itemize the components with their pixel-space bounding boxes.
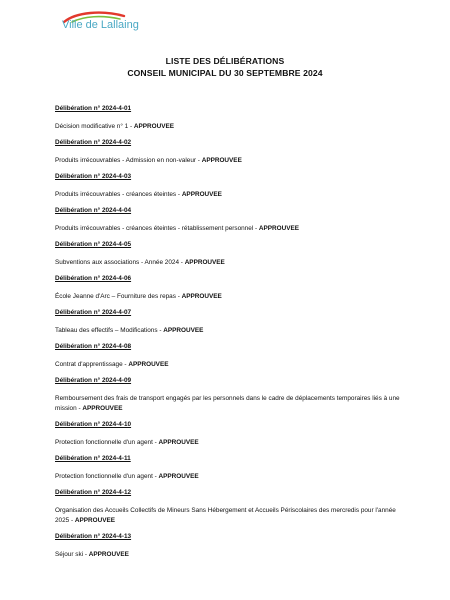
- page-subtitle: CONSEIL MUNICIPAL DU 30 SEPTEMBRE 2024: [127, 68, 323, 78]
- status-label: APPROUVEE: [133, 123, 175, 130]
- deliberation-number: Délibération n° 2024-4-04: [55, 207, 132, 214]
- deliberation-description: [55, 326, 400, 336]
- deliberation-item: [55, 240, 400, 268]
- deliberation-subject: Organisation des Accueils Collectifs de Mineurs Sans Hébergement et Accueils Périscolaires des mercredis pour l'année 2025 -: [55, 507, 396, 524]
- status-label: APPROUVEE: [201, 157, 242, 164]
- deliberation-number: Délibération n° 2024-4-06: [55, 275, 132, 282]
- deliberation-number: Délibération n° 2024-4-10: [55, 421, 132, 428]
- deliberation-item: [55, 454, 400, 482]
- deliberation-number: Délibération n° 2024-4-02: [55, 139, 132, 146]
- deliberation-number: Délibération n° 2024-4-07: [55, 309, 132, 316]
- deliberation-description: [55, 292, 400, 302]
- page-title: LISTE DES DÉLIBÉRATIONS: [165, 56, 285, 66]
- deliberation-description: [55, 122, 400, 132]
- deliberation-description: [55, 224, 400, 234]
- deliberation-item: [55, 172, 400, 200]
- deliberation-description: [55, 550, 400, 560]
- deliberation-description: [55, 506, 400, 526]
- deliberation-description: [55, 190, 400, 200]
- deliberation-subject: Décision modificative n° 1 -: [55, 123, 134, 130]
- deliberation-item: [55, 342, 400, 370]
- status-label: APPROUVEE: [184, 259, 225, 266]
- deliberation-description: [55, 258, 400, 268]
- deliberation-item: [55, 274, 400, 302]
- deliberation-subject: Produits irrécouvrables - créances éteintes -: [55, 191, 182, 198]
- status-label: APPROUVEE: [74, 517, 116, 524]
- deliberation-item: [55, 420, 400, 448]
- deliberation-number: Délibération n° 2024-4-09: [55, 377, 132, 384]
- deliberation-number: Délibération n° 2024-4-12: [55, 489, 132, 496]
- deliberation-number: Délibération n° 2024-4-05: [55, 241, 132, 248]
- deliberation-subject: École Jeanne d'Arc – Fourniture des repas -: [55, 293, 182, 300]
- deliberation-item: [55, 138, 400, 166]
- deliberation-item: [55, 308, 400, 336]
- deliberation-subject: Contrat d'apprentissage -: [55, 361, 129, 368]
- deliberation-subject: Séjour ski -: [55, 551, 89, 558]
- deliberation-item: [55, 206, 400, 234]
- deliberation-subject: Tableau des effectifs – Modifications -: [55, 327, 164, 334]
- deliberation-item: [55, 488, 400, 526]
- deliberation-description: [55, 438, 400, 448]
- deliberation-subject: Protection fonctionnelle d'un agent -: [55, 439, 159, 446]
- status-label: APPROUVEE: [181, 293, 222, 300]
- deliberation-subject: Produits irrécouvrables - Admission en non-valeur -: [55, 157, 202, 164]
- deliberation-subject: Protection fonctionnelle d'un agent -: [55, 473, 159, 480]
- deliberation-number: Délibération n° 2024-4-01: [55, 105, 132, 112]
- deliberation-number: Délibération n° 2024-4-11: [55, 455, 131, 462]
- deliberation-description: [55, 472, 400, 482]
- deliberation-list: [55, 104, 400, 566]
- status-label: APPROUVEE: [258, 225, 300, 232]
- logo-name: Ville de Lallaing: [62, 19, 139, 31]
- deliberation-number: Délibération n° 2024-4-08: [55, 343, 132, 350]
- deliberation-number: Délibération n° 2024-4-13: [55, 533, 132, 540]
- deliberation-item: [55, 376, 400, 414]
- status-label: APPROUVEE: [88, 551, 129, 558]
- logo: [62, 10, 142, 48]
- deliberation-subject: Remboursement des frais de transport engagés par les personnels dans le cadre de déplacements temporaires liés à une mission -: [55, 395, 400, 412]
- status-label: APPROUVEE: [163, 327, 204, 334]
- deliberation-item: [55, 532, 400, 560]
- deliberation-subject: Subventions aux associations - Année 2024 -: [55, 259, 185, 266]
- status-label: APPROUVEE: [158, 473, 199, 480]
- deliberation-description: [55, 156, 400, 166]
- deliberation-subject: Produits irrécouvrables - créances éteintes - rétablissement personnel -: [55, 225, 259, 232]
- status-label: APPROUVEE: [82, 405, 123, 412]
- deliberation-description: [55, 360, 400, 370]
- deliberation-item: [55, 104, 400, 132]
- deliberation-description: [55, 394, 400, 414]
- status-label: APPROUVEE: [181, 191, 222, 198]
- status-label: APPROUVEE: [158, 439, 199, 446]
- status-label: APPROUVEE: [128, 361, 169, 368]
- deliberation-number: Délibération n° 2024-4-03: [55, 173, 132, 180]
